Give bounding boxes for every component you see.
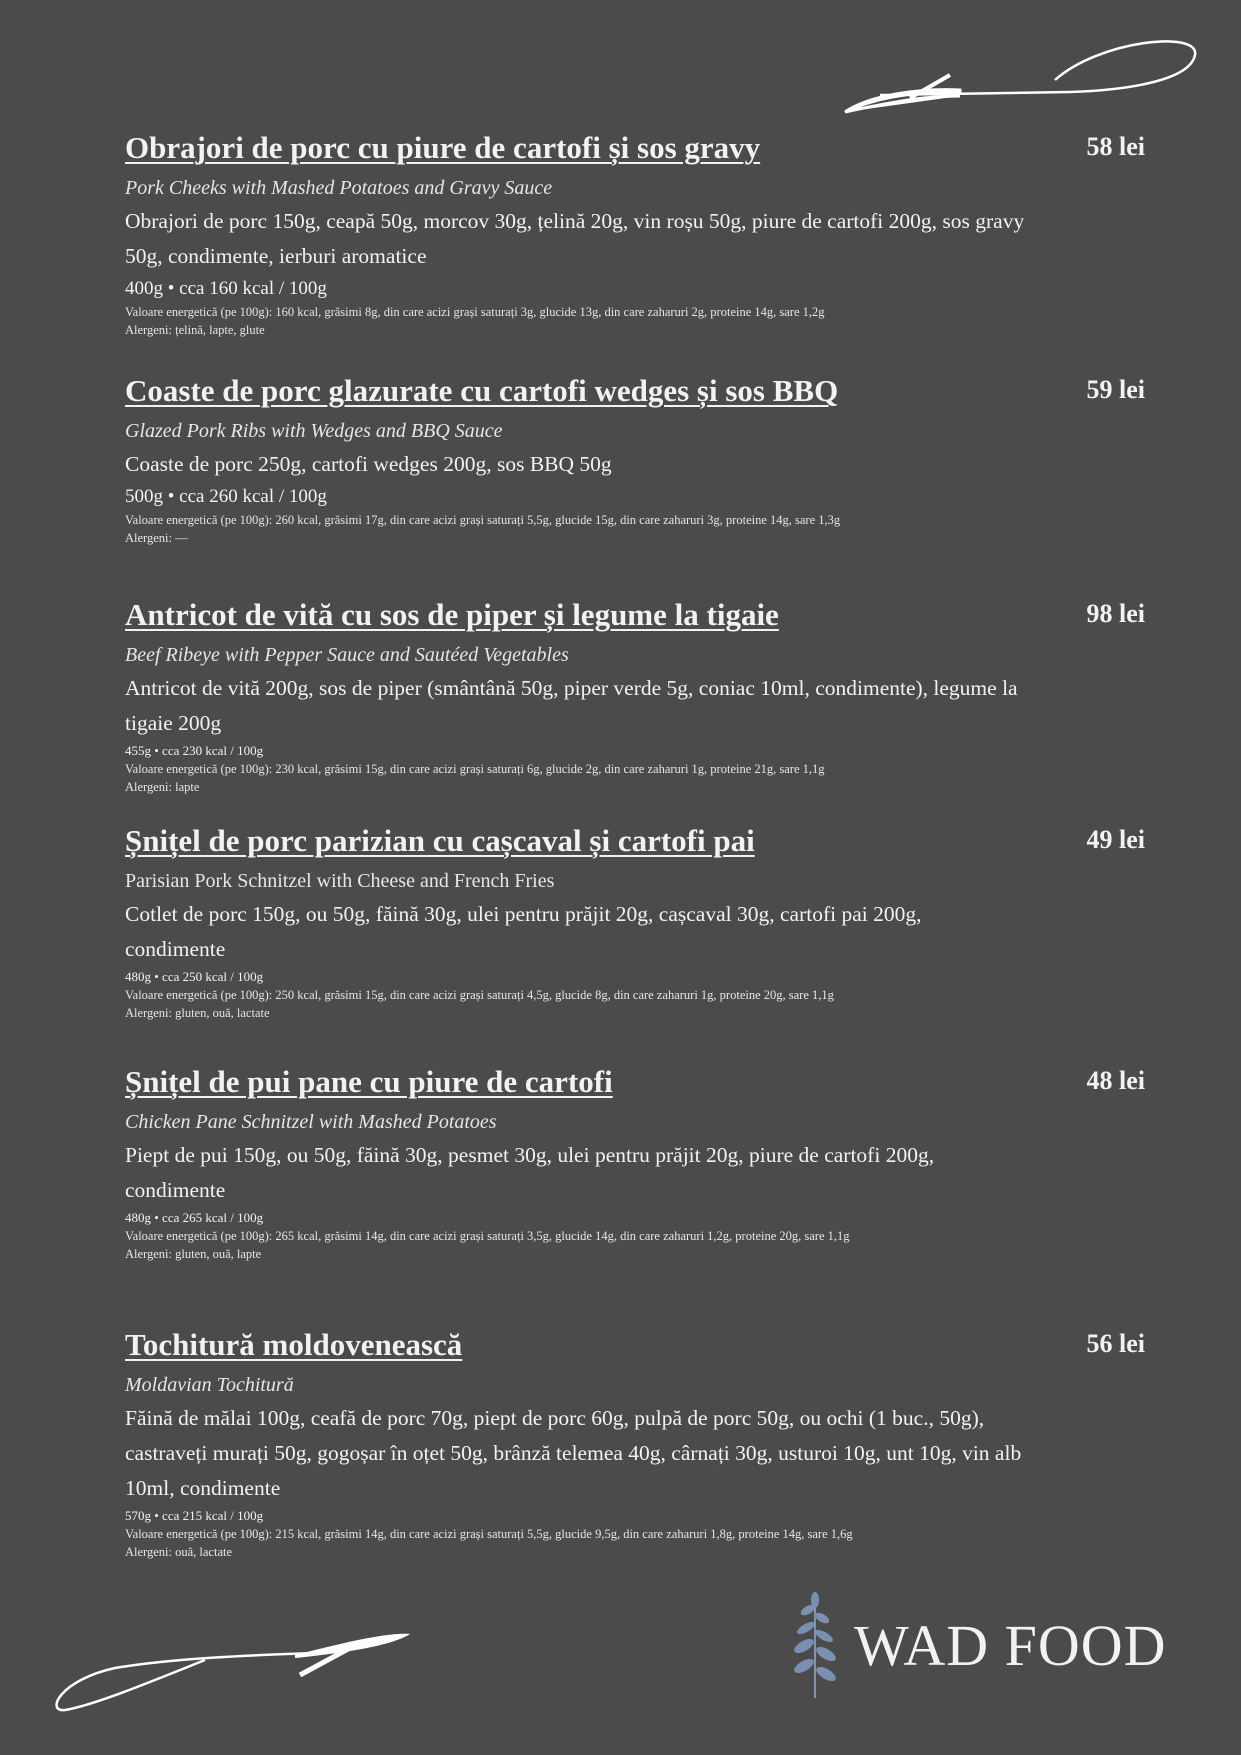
item-ingredients: Piept de pui 150g, ou 50g, făină 30g, pesmet 30g, ulei pentru prăjit 20g, piure de cartofi 200g, condimente bbox=[125, 1143, 935, 1202]
item-title: Obrajori de porc cu piure de cartofi și sos gravy bbox=[125, 130, 761, 165]
item-ingredients: Antricot de vită 200g, sos de piper (smântână 50g, piper verde 5g, coniac 10ml, condimente), legume la tigaie 200g bbox=[125, 676, 1018, 735]
item-allergens: Alergeni: gluten, ouă, lactate bbox=[125, 1006, 270, 1020]
item-weight: 480g • cca 265 kcal / 100g bbox=[125, 1210, 264, 1225]
menu-item bbox=[125, 371, 1145, 548]
menu-item bbox=[125, 128, 1145, 340]
item-title: Antricot de vită cu sos de piper și legume la tigaie bbox=[125, 597, 779, 632]
item-ingredients: Făină de mălai 100g, ceafă de porc 70g, piept de porc 60g, pulpă de porc 50g, ou ochi (1 buc., 50g), castraveți murați 50g, gogoșar în oțet 50g, brânză telemea 40g, cârnați 30g, usturoi 10g, unt 10g, vin alb 10ml, condimente bbox=[125, 1406, 1022, 1500]
item-allergens: Alergeni: — bbox=[125, 531, 188, 545]
brand-name: WAD FOOD bbox=[854, 1612, 1167, 1678]
item-title: Tochitură moldovenească bbox=[125, 1327, 463, 1362]
item-price: 48 lei bbox=[1086, 1066, 1145, 1095]
brand-logo bbox=[790, 1590, 1167, 1700]
item-nutrition: Valoare energetică (pe 100g): 160 kcal, grăsimi 8g, din care acizi grași saturați 3g, glucide 13g, din care zaharuri 2g, proteine 14g, sare 1,2g bbox=[125, 305, 825, 319]
item-allergens: Alergeni: gluten, ouă, lapte bbox=[125, 1247, 262, 1261]
item-allergens: Alergeni: lapte bbox=[125, 780, 200, 794]
item-allergens: Alergeni: ouă, lactate bbox=[125, 1545, 233, 1559]
item-ingredients: Coaste de porc 250g, cartofi wedges 200g, sos BBQ 50g bbox=[125, 452, 612, 476]
item-price: 59 lei bbox=[1086, 375, 1145, 404]
item-price: 49 lei bbox=[1086, 825, 1145, 854]
item-title: Coaste de porc glazurate cu cartofi wedges și sos BBQ bbox=[125, 373, 839, 408]
item-title: Șnițel de porc parizian cu cașcaval și cartofi pai bbox=[125, 823, 755, 858]
item-title: Șnițel de pui pane cu piure de cartofi bbox=[125, 1064, 613, 1099]
item-ingredients: Cotlet de porc 150g, ou 50g, făină 30g, ulei pentru prăjit 20g, cașcaval 30g, cartofi pai 200g, condimente bbox=[125, 902, 922, 961]
decorative-swash-top bbox=[840, 30, 1210, 120]
item-english-name: Chicken Pane Schnitzel with Mashed Potatoes bbox=[125, 1111, 497, 1133]
item-price: 56 lei bbox=[1086, 1329, 1145, 1358]
menu-item bbox=[125, 1325, 1145, 1562]
item-nutrition: Valoare energetică (pe 100g): 250 kcal, grăsimi 15g, din care acizi grași saturați 4,5g, glucide 8g, din care zaharuri 1g, proteine 20g, sare 1,1g bbox=[125, 988, 834, 1002]
item-english-name: Glazed Pork Ribs with Wedges and BBQ Sauce bbox=[125, 420, 503, 442]
decorative-swash-bottom bbox=[55, 1620, 425, 1720]
herb-sprig-icon bbox=[790, 1590, 840, 1700]
item-weight: 570g • cca 215 kcal / 100g bbox=[125, 1508, 264, 1523]
item-weight: 455g • cca 230 kcal / 100g bbox=[125, 743, 264, 758]
item-english-name: Parisian Pork Schnitzel with Cheese and French Fries bbox=[125, 870, 555, 892]
item-english-name: Pork Cheeks with Mashed Potatoes and Gravy Sauce bbox=[125, 177, 553, 199]
item-weight: 480g • cca 250 kcal / 100g bbox=[125, 969, 264, 984]
item-nutrition: Valoare energetică (pe 100g): 215 kcal, grăsimi 14g, din care acizi grași saturați 5,5g, glucide 9,5g, din care zaharuri 1,8g, proteine 14g, sare 1,6g bbox=[125, 1527, 853, 1541]
menu-item bbox=[125, 821, 1145, 1023]
item-english-name: Moldavian Tochitură bbox=[125, 1374, 294, 1396]
menu-item bbox=[125, 1062, 1145, 1264]
item-english-name: Beef Ribeye with Pepper Sauce and Sautéed Vegetables bbox=[125, 644, 569, 666]
item-ingredients: Obrajori de porc 150g, ceapă 50g, morcov 30g, țelină 20g, vin roșu 50g, piure de cartofi 200g, sos gravy 50g, condimente, ierburi aromatice bbox=[125, 209, 1025, 268]
item-nutrition: Valoare energetică (pe 100g): 230 kcal, grăsimi 15g, din care acizi grași saturați 6g, glucide 2g, din care zaharuri 1g, proteine 21g, sare 1,1g bbox=[125, 762, 825, 776]
item-price: 98 lei bbox=[1086, 599, 1145, 628]
menu-item bbox=[125, 595, 1145, 797]
item-allergens: Alergeni: țelină, lapte, glute bbox=[125, 323, 265, 337]
item-price: 58 lei bbox=[1086, 132, 1145, 161]
item-nutrition: Valoare energetică (pe 100g): 265 kcal, grăsimi 14g, din care acizi grași saturați 3,5g, glucide 14g, din care zaharuri 1,2g, proteine 20g, sare 1,1g bbox=[125, 1229, 850, 1243]
item-nutrition: Valoare energetică (pe 100g): 260 kcal, grăsimi 17g, din care acizi grași saturați 5,5g, glucide 15g, din care zaharuri 3g, proteine 14g, sare 1,3g bbox=[125, 513, 841, 527]
item-weight: 500g • cca 260 kcal / 100g bbox=[125, 486, 327, 507]
item-weight: 400g • cca 160 kcal / 100g bbox=[125, 278, 327, 299]
